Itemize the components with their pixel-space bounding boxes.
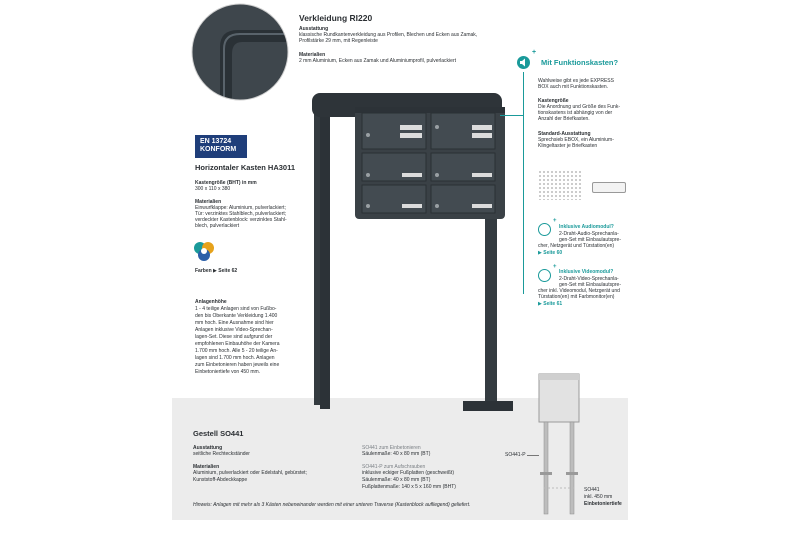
gestell-materialien-0: Aluminium, pulverlackiert oder Edelstahl, gebürstet; [193,470,307,476]
gestell-ausstattung-text: seitliche Rechteckständer [193,451,250,457]
anlagenhoehe-line-0: 1 - 4 teilige Anlagen sind von Fußbo- [195,306,277,312]
kasten-groesse-label: Kastengröße (BHT) in mm [195,180,257,186]
so441p-title: SO441-P zum Aufschrauben [362,464,426,470]
funktion-intro-0: Wahlweise gibt es jede EXPRESS [538,78,614,84]
anlagenhoehe-line-6: 1.700 mm hoch. Alle 5 - 20 teilige An- [195,348,278,354]
label-so441-line-0: inkl. 450 mm [584,494,613,500]
plus-icon: + [532,49,537,56]
audio-plus-icon: + [553,218,557,224]
anlagenhoehe-line-9: Einbetoniertiefe von 450 mm. [195,369,261,375]
funktion-standard-label: Standard-Ausstattung [538,131,591,137]
en-konform-badge [195,135,247,158]
anlagenhoehe-line-8: zum Einbetonieren haben jeweils eine [195,362,280,368]
verkleidung-materialien-text: 2 mm Aluminium, Ecken aus Zamak und Aluminiumprofil, pulverlackiert [299,58,457,64]
video-line-1: gen-Set mit Einbaulautspre- [559,282,621,288]
verkleidung-ausstattung-text2: Profilstärke 29 mm, mit Regenleiste [299,38,378,44]
funktion-groesse-label: Kastengröße [538,98,569,104]
gestell-ausstattung-label: Ausstattung [193,445,223,451]
video-line-2: cher inkl. Videomodul, Netzgerät und [538,288,620,294]
colors-palette-icon [193,240,215,262]
video-module-icon [538,269,551,282]
anlagenhoehe-line-2: mm hoch. Eine Ausnahme sind hier [195,320,274,326]
kasten-title: Horizontaler Kasten HA3011 [195,163,296,172]
video-line-3: Türstation(en) mit Farbmonitor(en) [538,294,615,300]
kasten-materialien-0: Einwurfklappe: Aluminium, pulverlackiert; [195,205,286,211]
connector-line [523,72,524,294]
verkleidung-ausstattung-text: klassische Rundkantenverkleidung aus Profilen, Blechen und Ecken aus Zamak, [299,32,478,38]
stand-illustration [536,372,586,520]
anlagenhoehe-line-4: lagen-Set. Diese sind aufgrund der [195,334,273,340]
gestell-materialien-label: Materialien [193,464,220,470]
audio-module-icon [538,223,551,236]
funktion-standard-1: Klingeltaster je Briefkasten [538,143,598,149]
audio-title: Inklusive Audiomodul? [559,224,614,230]
connector-line-h [500,115,524,116]
verkleidung-materialien-label: Materialien [299,52,326,58]
anlagenhoehe-line-3: Anlagen inklusive Video-Sprechan- [195,327,273,333]
anlagenhoehe-line-1: den bis Oberkante Verkleidung 1.400 [195,313,278,319]
funktion-groesse-2: Anzahl der Briefkasten. [538,116,590,122]
label-so441p: SO441-P [505,452,526,458]
gestell-materialien-1: Kunststoff-Abdeckkappe [193,477,248,483]
label-so441: SO441 [584,487,600,493]
speaker-grille-image [538,170,582,200]
anlagenhoehe-label: Anlagenhöhe [195,299,227,305]
video-title: Inklusive Videomodul? [559,269,614,275]
label-so441-line-1: Einbetoniertiefe [584,501,622,507]
kasten-materialien-label: Materialien [195,199,222,205]
badge-line2: KONFORM [200,146,237,153]
kasten-materialien-2: verdeckter Kastenblock: verzinktes Stahl- [195,217,287,223]
audio-link[interactable]: ▶ Seite 60 [538,250,563,256]
speaker-icon [517,56,530,69]
badge-line1: EN 13724 [200,138,232,145]
verkleidung-ausstattung-label: Ausstattung [299,26,329,32]
funktion-title: Mit Funktionskasten? [541,58,619,67]
kasten-groesse-value: 300 x 110 x 380 [195,186,231,192]
verkleidung-title: Verkleidung RI220 [299,13,373,23]
farben-link[interactable]: Farben ▶ Seite 62 [195,268,238,274]
so441-text: Säulenmaße: 40 x 80 mm (BT) [362,451,431,457]
funktion-groesse-0: Die Anordnung und Größe des Funk- [538,104,620,110]
label-so441p-leader [527,455,539,456]
so441-title: SO441 zum Einbetonieren [362,445,421,451]
kasten-materialien-1: Tür: verzinktes Stahlblech, pulverlackiert; [195,211,287,217]
kasten-materialien-3: blech, pulverlackiert [195,223,240,229]
corner-detail-image [190,2,290,102]
gestell-title: Gestell SO441 [193,429,244,438]
video-link[interactable]: ▶ Seite 61 [538,301,563,307]
funktion-groesse-1: tionskastens ist abhängig von der [538,110,613,116]
anlagenhoehe-line-5: empfohlenen Einbauhöhe der Kamera [195,341,280,347]
video-line-0: 2-Draht-Video-Sprechanla- [559,276,619,282]
audio-line-2: cher, Netzgerät und Türstation(en) [538,243,615,249]
video-plus-icon: + [553,264,557,270]
mailbox-illustration [300,85,530,425]
funktion-standard-0: Sprechsieb EBOX, ein Aluminium- [538,137,614,143]
so441p-line-1: Säulenmaße: 40 x 80 mm (BT) [362,477,431,483]
audio-line-1: gen-Set mit Einbaulautspre- [559,237,621,243]
audio-line-0: 2-Draht-Audio-Sprechanla- [559,231,619,237]
hinweis-text: Hinweis: Anlagen mit mehr als 3 Kästen nebeneinander werden mit einer unteren Traverse (Kastenblock aufliegend) geliefert. [193,502,471,508]
funktion-intro-1: BOX auch mit Funktionskasten. [538,84,609,90]
so441p-line-0: inklusive eckiger Fußplatten (geschweißt) [362,470,454,476]
so441p-line-2: Fußplattenmaße: 140 x 5 x 160 mm (BHT) [362,484,456,490]
anlagenhoehe-line-7: lagen sind 1.700 mm hoch. Anlagen [195,355,275,361]
doorbell-button-image [592,182,626,193]
